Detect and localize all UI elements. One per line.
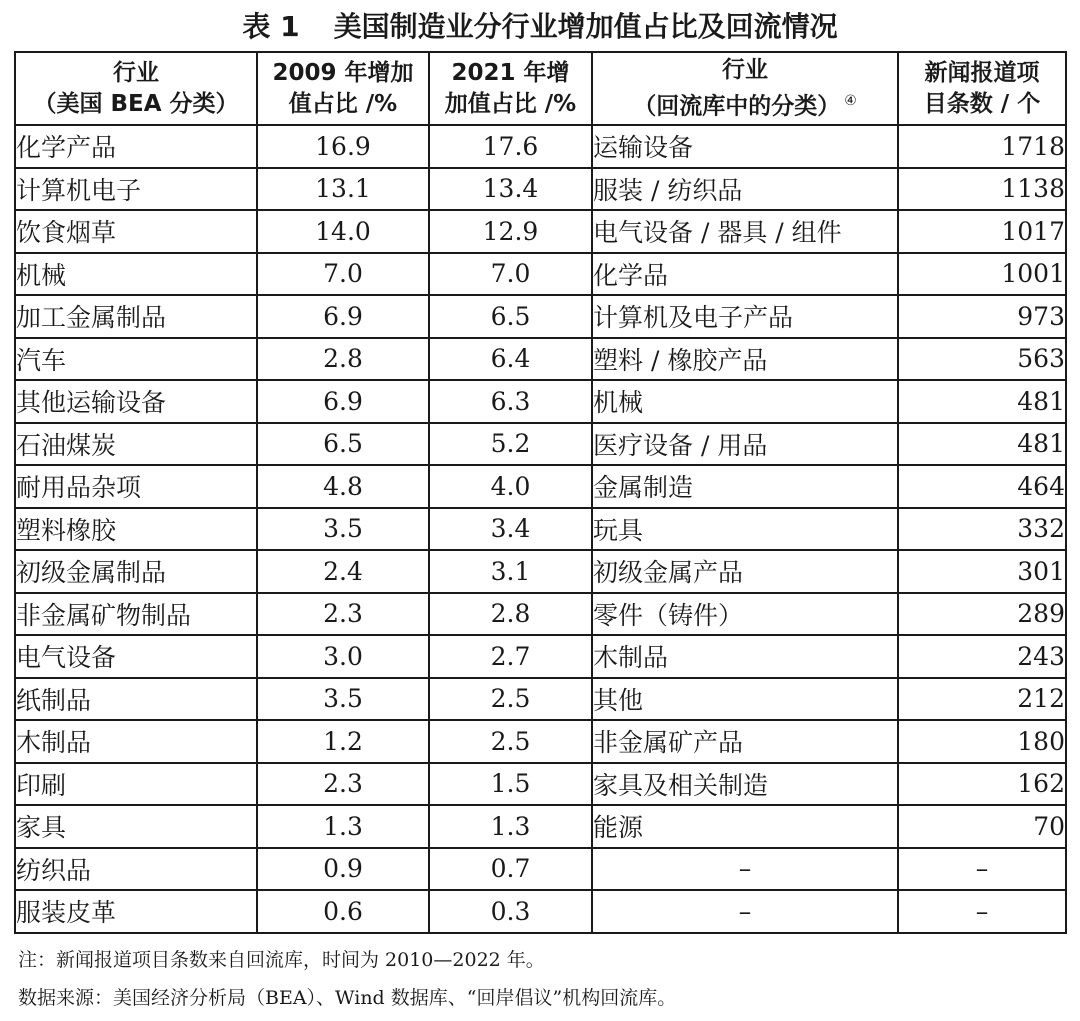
share-2009-cell: 2.3 (257, 593, 429, 636)
share-2021-cell: 4.0 (429, 465, 592, 508)
share-2009-cell: 7.0 (257, 253, 429, 296)
header-line: 行业 (113, 59, 159, 86)
header-line-text: （回流库中的分类） (633, 93, 841, 120)
reshoring-industry-cell: 非金属矿产品 (592, 720, 898, 763)
bea-industry-cell: 非金属矿物制品 (15, 593, 257, 636)
table-row (15, 125, 1066, 168)
bea-industry-cell: 其他运输设备 (15, 380, 257, 423)
share-2009-cell: 14.0 (257, 210, 429, 253)
header-line: 新闻报道项 (924, 59, 1040, 86)
news-count-cell: 973 (898, 295, 1066, 338)
bea-industry-cell: 初级金属制品 (15, 550, 257, 593)
bea-industry-cell: 塑料橡胶 (15, 508, 257, 551)
share-2021-cell: 12.9 (429, 210, 592, 253)
table-note: 注：新闻报道项目条数来自回流库，时间为 2010—2022 年。 (18, 949, 545, 971)
bea-industry-cell: 家具 (15, 805, 257, 848)
share-2021-cell: 7.0 (429, 253, 592, 296)
share-2021-cell: 2.5 (429, 720, 592, 763)
reshoring-industry-cell: 化学品 (592, 253, 898, 296)
share-2021-cell: 5.2 (429, 423, 592, 466)
table-row (15, 678, 1066, 721)
share-2021-cell: 2.7 (429, 635, 592, 678)
reshoring-industry-cell: 玩具 (592, 508, 898, 551)
bea-industry-cell: 石油煤炭 (15, 423, 257, 466)
share-2021-cell: 1.3 (429, 805, 592, 848)
table-row (15, 720, 1066, 763)
share-2021-cell: 17.6 (429, 125, 592, 168)
table-body (15, 125, 1066, 933)
reshoring-industry-cell: 家具及相关制造 (592, 763, 898, 806)
bea-industry-cell: 印刷 (15, 763, 257, 806)
news-count-cell: 332 (898, 508, 1066, 551)
news-count-cell: 464 (898, 465, 1066, 508)
header-line (593, 86, 897, 123)
header-line: 加值占比 /% (444, 90, 577, 117)
news-count-cell: 563 (898, 338, 1066, 381)
bea-industry-cell: 汽车 (15, 338, 257, 381)
table-row (15, 295, 1066, 338)
bea-industry-cell: 纺织品 (15, 848, 257, 891)
reshoring-industry-cell: 木制品 (592, 635, 898, 678)
share-2021-cell: 6.3 (429, 380, 592, 423)
share-2009-cell: 3.5 (257, 508, 429, 551)
bea-industry-cell: 加工金属制品 (15, 295, 257, 338)
reshoring-industry-cell: – (592, 848, 898, 891)
share-2009-cell: 13.1 (257, 168, 429, 211)
table-row (15, 210, 1066, 253)
share-2021-cell: 13.4 (429, 168, 592, 211)
header-bea-industry (15, 52, 257, 125)
share-2009-cell: 1.2 (257, 720, 429, 763)
share-2021-cell: 2.5 (429, 678, 592, 721)
reshoring-industry-cell: 其他 (592, 678, 898, 721)
share-2009-cell: 1.3 (257, 805, 429, 848)
footnote-marker: ④ (844, 92, 857, 109)
bea-industry-cell: 纸制品 (15, 678, 257, 721)
header-line: 2021 年增 (451, 59, 570, 86)
reshoring-industry-cell: 电气设备 / 器具 / 组件 (592, 210, 898, 253)
table-row (15, 423, 1066, 466)
reshoring-industry-cell: 运输设备 (592, 125, 898, 168)
news-count-cell: 1718 (898, 125, 1066, 168)
header-line: 目条数 / 个 (923, 90, 1041, 117)
table-row (15, 465, 1066, 508)
header-row (15, 52, 1066, 125)
share-2009-cell: 6.5 (257, 423, 429, 466)
bea-industry-cell: 耐用品杂项 (15, 465, 257, 508)
reshoring-industry-cell: 能源 (592, 805, 898, 848)
news-count-cell: 481 (898, 423, 1066, 466)
reshoring-industry-cell: 计算机及电子产品 (592, 295, 898, 338)
news-count-cell: 212 (898, 678, 1066, 721)
reshoring-industry-cell: 机械 (592, 380, 898, 423)
table-row (15, 593, 1066, 636)
news-count-cell: 481 (898, 380, 1066, 423)
news-count-cell: – (898, 890, 1066, 933)
bea-industry-cell: 木制品 (15, 720, 257, 763)
share-2009-cell: 6.9 (257, 380, 429, 423)
header-2009-share (257, 52, 429, 125)
table-row (15, 508, 1066, 551)
share-2009-cell: 4.8 (257, 465, 429, 508)
news-count-cell: 301 (898, 550, 1066, 593)
header-line: （美国 BEA 分类） (33, 90, 239, 117)
table-row (15, 848, 1066, 891)
reshoring-industry-cell: 初级金属产品 (592, 550, 898, 593)
bea-industry-cell: 服装皮革 (15, 890, 257, 933)
table-row (15, 380, 1066, 423)
table-title (0, 8, 1080, 46)
news-count-cell: 180 (898, 720, 1066, 763)
table-number: 表 1 (242, 10, 300, 43)
news-count-cell: 1001 (898, 253, 1066, 296)
bea-industry-cell: 饮食烟草 (15, 210, 257, 253)
reshoring-industry-cell: 医疗设备 / 用品 (592, 423, 898, 466)
share-2009-cell: 2.3 (257, 763, 429, 806)
data-source: 数据来源：美国经济分析局（BEA）、Wind 数据库、“回岸倡议”机构回流库。 (18, 987, 677, 1009)
share-2021-cell: 0.7 (429, 848, 592, 891)
header-line: 行业 (722, 56, 768, 83)
share-2009-cell: 6.9 (257, 295, 429, 338)
table-row (15, 890, 1066, 933)
share-2009-cell: 16.9 (257, 125, 429, 168)
reshoring-industry-cell: 服装 / 纺织品 (592, 168, 898, 211)
header-reshoring-industry (592, 52, 898, 125)
reshoring-industry-cell: 塑料 / 橡胶产品 (592, 338, 898, 381)
news-count-cell: – (898, 848, 1066, 891)
header-line: 2009 年增加 (272, 59, 414, 86)
table-row (15, 635, 1066, 678)
header-news-count (898, 52, 1066, 125)
table-title-text: 美国制造业分行业增加值占比及回流情况 (333, 10, 838, 43)
bea-industry-cell: 机械 (15, 253, 257, 296)
data-table (14, 51, 1067, 934)
news-count-cell: 70 (898, 805, 1066, 848)
share-2009-cell: 2.8 (257, 338, 429, 381)
bea-industry-cell: 电气设备 (15, 635, 257, 678)
table-row (15, 338, 1066, 381)
share-2009-cell: 3.5 (257, 678, 429, 721)
table-row (15, 550, 1066, 593)
table-row (15, 763, 1066, 806)
share-2021-cell: 3.4 (429, 508, 592, 551)
news-count-cell: 1138 (898, 168, 1066, 211)
reshoring-industry-cell: 金属制造 (592, 465, 898, 508)
share-2021-cell: 3.1 (429, 550, 592, 593)
news-count-cell: 1017 (898, 210, 1066, 253)
table-row (15, 168, 1066, 211)
table-row (15, 805, 1066, 848)
news-count-cell: 243 (898, 635, 1066, 678)
bea-industry-cell: 化学产品 (15, 125, 257, 168)
news-count-cell: 289 (898, 593, 1066, 636)
share-2009-cell: 0.9 (257, 848, 429, 891)
share-2021-cell: 1.5 (429, 763, 592, 806)
reshoring-industry-cell: 零件（铸件） (592, 593, 898, 636)
share-2009-cell: 0.6 (257, 890, 429, 933)
news-count-cell: 162 (898, 763, 1066, 806)
reshoring-industry-cell: – (592, 890, 898, 933)
share-2021-cell: 6.5 (429, 295, 592, 338)
share-2021-cell: 2.8 (429, 593, 592, 636)
share-2021-cell: 6.4 (429, 338, 592, 381)
table-row (15, 253, 1066, 296)
header-line: 值占比 /% (288, 90, 398, 117)
header-2021-share (429, 52, 592, 125)
bea-industry-cell: 计算机电子 (15, 168, 257, 211)
share-2021-cell: 0.3 (429, 890, 592, 933)
share-2009-cell: 3.0 (257, 635, 429, 678)
share-2009-cell: 2.4 (257, 550, 429, 593)
